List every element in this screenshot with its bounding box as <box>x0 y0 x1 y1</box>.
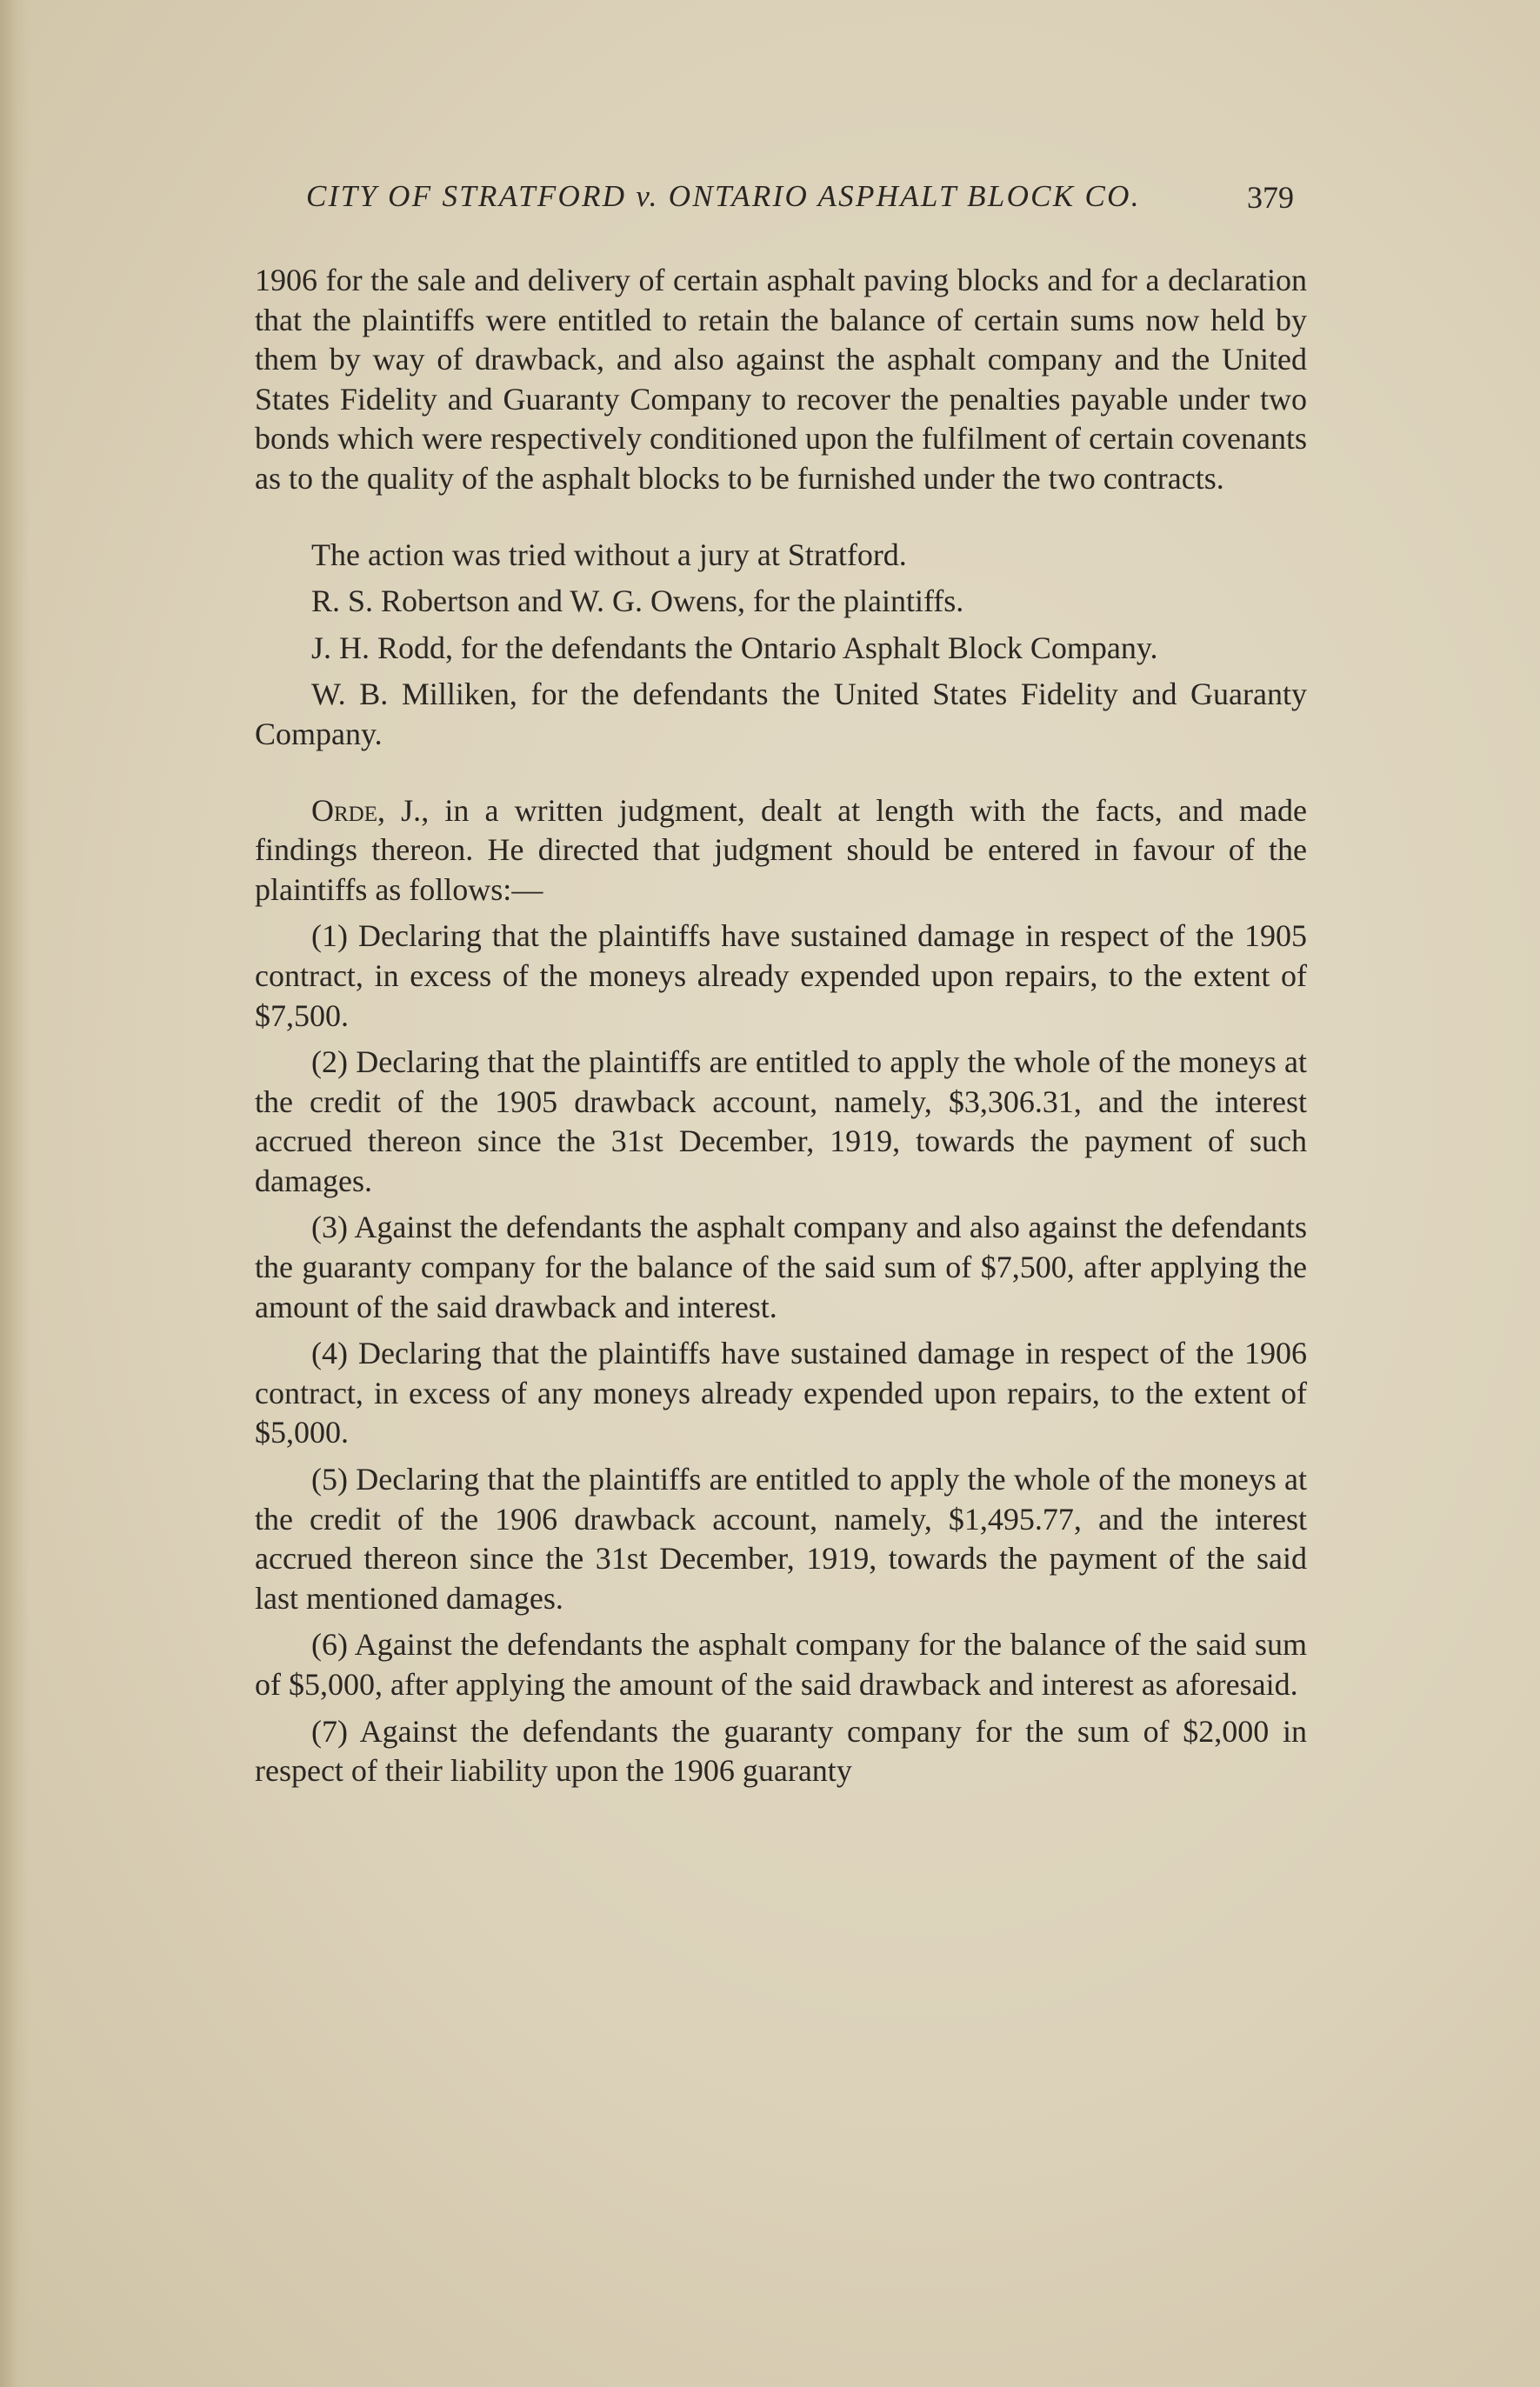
judgment-item-4: (4) Declaring that the plaintiffs have sustained damage in respect of the 1906 contract, in excess of any moneys already expended upon repairs, to the extent of $5,000. <box>255 1336 1307 1450</box>
trial-paragraph: The action was tried without a jury at Stratford. <box>311 537 907 572</box>
judgment-item-5: (5) Declaring that the plaintiffs are entitled to apply the whole of the moneys at the credit of the 1906 drawback account, namely, $1,495.77, and the interest accrued thereon since the 31st December, 1919, towards the payment of the said last mentioned damages. <box>255 1462 1307 1616</box>
judgment-item-3: (3) Against the defendants the asphalt company and also against the defendants the guaranty company for the balance of the said sum of $7,500, after applying the amount of the said drawback and interest. <box>255 1210 1307 1324</box>
counsel-plaintiffs: R. S. Robertson and W. G. Owens, for the plaintiffs. <box>311 583 964 619</box>
judgment-item-6: (6) Against the defendants the asphalt company for the balance of the said sum of $5,000, after applying the amount of the said drawback and interest as aforesaid. <box>255 1627 1307 1702</box>
opening-paragraph: 1906 for the sale and delivery of certain asphalt paving blocks and for a declaration that the plaintiffs were entitled to retain the balance of certain sums now held by them by way of drawback, and also against the asphalt company and the United States Fidelity and Guaranty Company to recover the penalties payable under two bonds which were respectively conditioned upon the fulfilment of certain covenants as to the quality of the asphalt blocks to be furnished under the two contracts. <box>255 263 1307 496</box>
body-text <box>255 261 1307 1791</box>
judgment-intro-text: , in a written judgment, dealt at length with the facts, and made findings thereon. He directed that judgment should be entered in favour of the plaintiffs as follows:— <box>255 792 1307 907</box>
counsel-guaranty-company: W. B. Milliken, for the defendants the United States Fidelity and Guaranty Company. <box>255 677 1307 751</box>
page-number: 379 <box>1247 180 1294 215</box>
judgment-item-2: (2) Declaring that the plaintiffs are entitled to apply the whole of the moneys at the credit of the 1905 drawback account, namely, $3,306.31, and the interest accrued thereon since the 31st December, 1919, towards the payment of such damages. <box>255 1044 1307 1198</box>
page-spine-shadow <box>0 0 30 2387</box>
judgment-item-7: (7) Against the defendants the guaranty company for the sum of $2,000 in respect of their liability upon the 1906 guaranty <box>255 1713 1307 1789</box>
running-title: CITY OF STRATFORD v. ONTARIO ASPHALT BLOCK CO. <box>306 179 1141 213</box>
judgment-intro-paragraph <box>255 791 1307 910</box>
judge-name: Orde, J. <box>311 792 422 828</box>
running-head <box>306 179 1294 231</box>
counsel-asphalt-company: J. H. Rodd, for the defendants the Ontario Asphalt Block Company. <box>311 630 1158 665</box>
judgment-item-1: (1) Declaring that the plaintiffs have sustained damage in respect of the 1905 contract, in excess of the moneys already expended upon repairs, to the extent of $7,500. <box>255 918 1307 1033</box>
